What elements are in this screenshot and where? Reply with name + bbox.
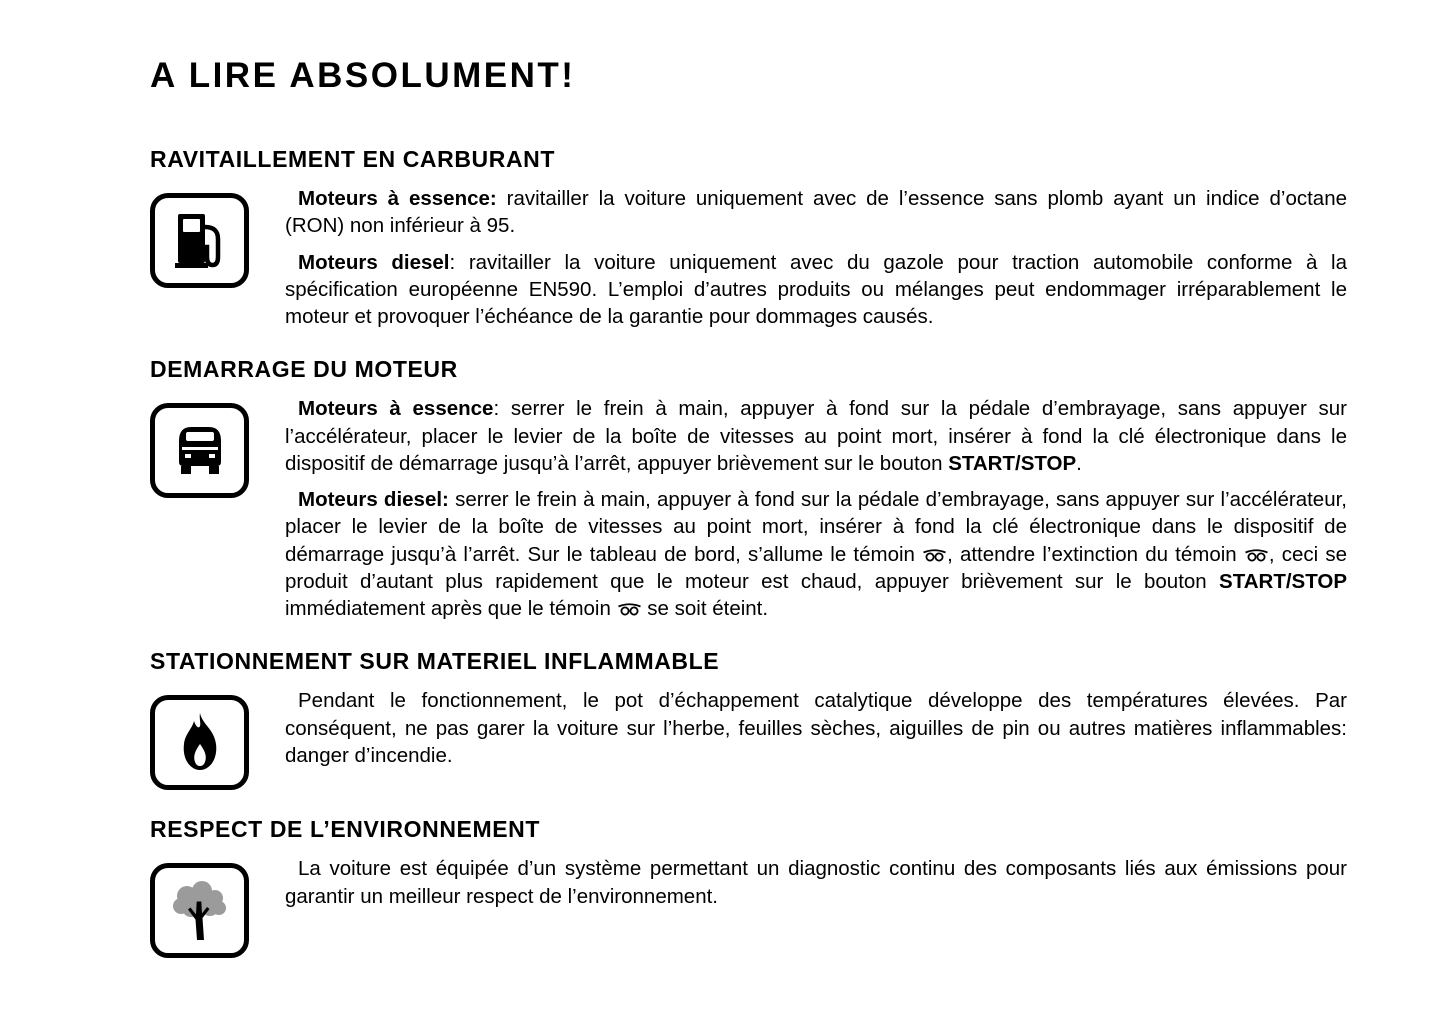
- page-title: A LIRE ABSOLUMENT!: [150, 56, 576, 95]
- body-text: .: [1076, 451, 1082, 475]
- section-text: [285, 395, 1347, 622]
- car-rear-icon: [150, 403, 249, 498]
- bold-text: Moteurs à essence:: [298, 187, 497, 210]
- section-heading: DEMARRAGE DU MOTEUR: [150, 356, 458, 383]
- tree-icon: [150, 863, 249, 958]
- section-heading: RAVITAILLEMENT EN CARBURANT: [150, 146, 556, 172]
- glow-plug-icon: [922, 543, 947, 566]
- paragraph: [285, 395, 1347, 477]
- bold-text: Moteurs diesel:: [298, 488, 449, 511]
- section-refuelling: [150, 146, 1347, 330]
- section-parking-flammable: [150, 648, 1347, 790]
- bold-text: Moteurs à essence: [298, 397, 494, 421]
- body-text: La voiture est équipée d’un système permettant un diagnostic continu des composants liés aux émissions pour garantir un meilleur respect de l’environnement.: [285, 857, 1347, 908]
- body-text: immédiatement après que le témoin: [285, 597, 617, 620]
- body-text: Pendant le fonctionnement, le pot d’échappement catalytique développe des températures élevées. Par conséquent, ne pas garer la voiture sur l’herbe, feuilles sèches, aiguilles de pin ou autres matières inflammables: danger d’incendie.: [285, 689, 1347, 767]
- body-text: , attendre l’extinction du témoin: [947, 542, 1244, 566]
- paragraph: [285, 486, 1347, 622]
- paragraph: [285, 249, 1347, 331]
- body-text: serrer le frein à main, appuyer à fond sur la pédale d’embrayage, sans appuyer sur l’accélérateur, placer le levier de la boîte de vitesses au point mort, insérer à fond la clé électronique dans le dispositif de démarrage jusqu’à l’arrêt. Sur le tableau de bord, s’allume le témoin: [285, 488, 1347, 566]
- body-text: : ravitailler la voiture uniquement avec du gazole pour traction automobile conforme à la spécification européenne EN590. L’emploi d’autres produits ou mélanges peut endommager irréparablement le moteur et provoquer l’échéance de la garantie pour dommages causés.: [285, 250, 1347, 328]
- bold-text: START/STOP: [948, 451, 1077, 475]
- fuel-pump-icon: [150, 193, 249, 288]
- bold-text: Moteurs diesel: [298, 250, 450, 274]
- section-text: [285, 687, 1347, 769]
- paragraph: [285, 185, 1347, 240]
- flame-icon: [150, 695, 249, 790]
- section-text: [285, 855, 1347, 910]
- section-heading: RESPECT DE L’ENVIRONNEMENT: [150, 816, 541, 843]
- glow-plug-icon: [1244, 543, 1269, 566]
- body-text: , ceci se produit d’autant plus rapidement que le moteur est chaud, appuyer brièvement sur le bouton: [285, 542, 1347, 593]
- section-heading: STATIONNEMENT SUR MATERIEL INFLAMMABLE: [150, 648, 720, 675]
- body-text: ravitailler la voiture uniquement avec de l’essence sans plomb ayant un indice d’octane (RON) non inférieur à 95.: [285, 187, 1347, 238]
- bold-text: START/STOP: [1219, 569, 1347, 593]
- section-environment: [150, 816, 1347, 958]
- glow-plug-icon: [617, 597, 642, 620]
- body-text: se soit éteint.: [641, 597, 769, 620]
- section-text: [285, 185, 1347, 330]
- paragraph: [285, 687, 1347, 769]
- section-engine-start: [150, 356, 1347, 622]
- body-text: : serrer le frein à main, appuyer à fond sur la pédale d’embrayage, sans appuyer sur l’accélérateur, placer le levier de la boîte de vitesses au point mort, insérer à fond la clé électronique dans le dispositif de démarrage jusqu’à l’arrêt, appuyer brièvement sur le bouton: [285, 397, 1347, 475]
- paragraph: [285, 855, 1347, 910]
